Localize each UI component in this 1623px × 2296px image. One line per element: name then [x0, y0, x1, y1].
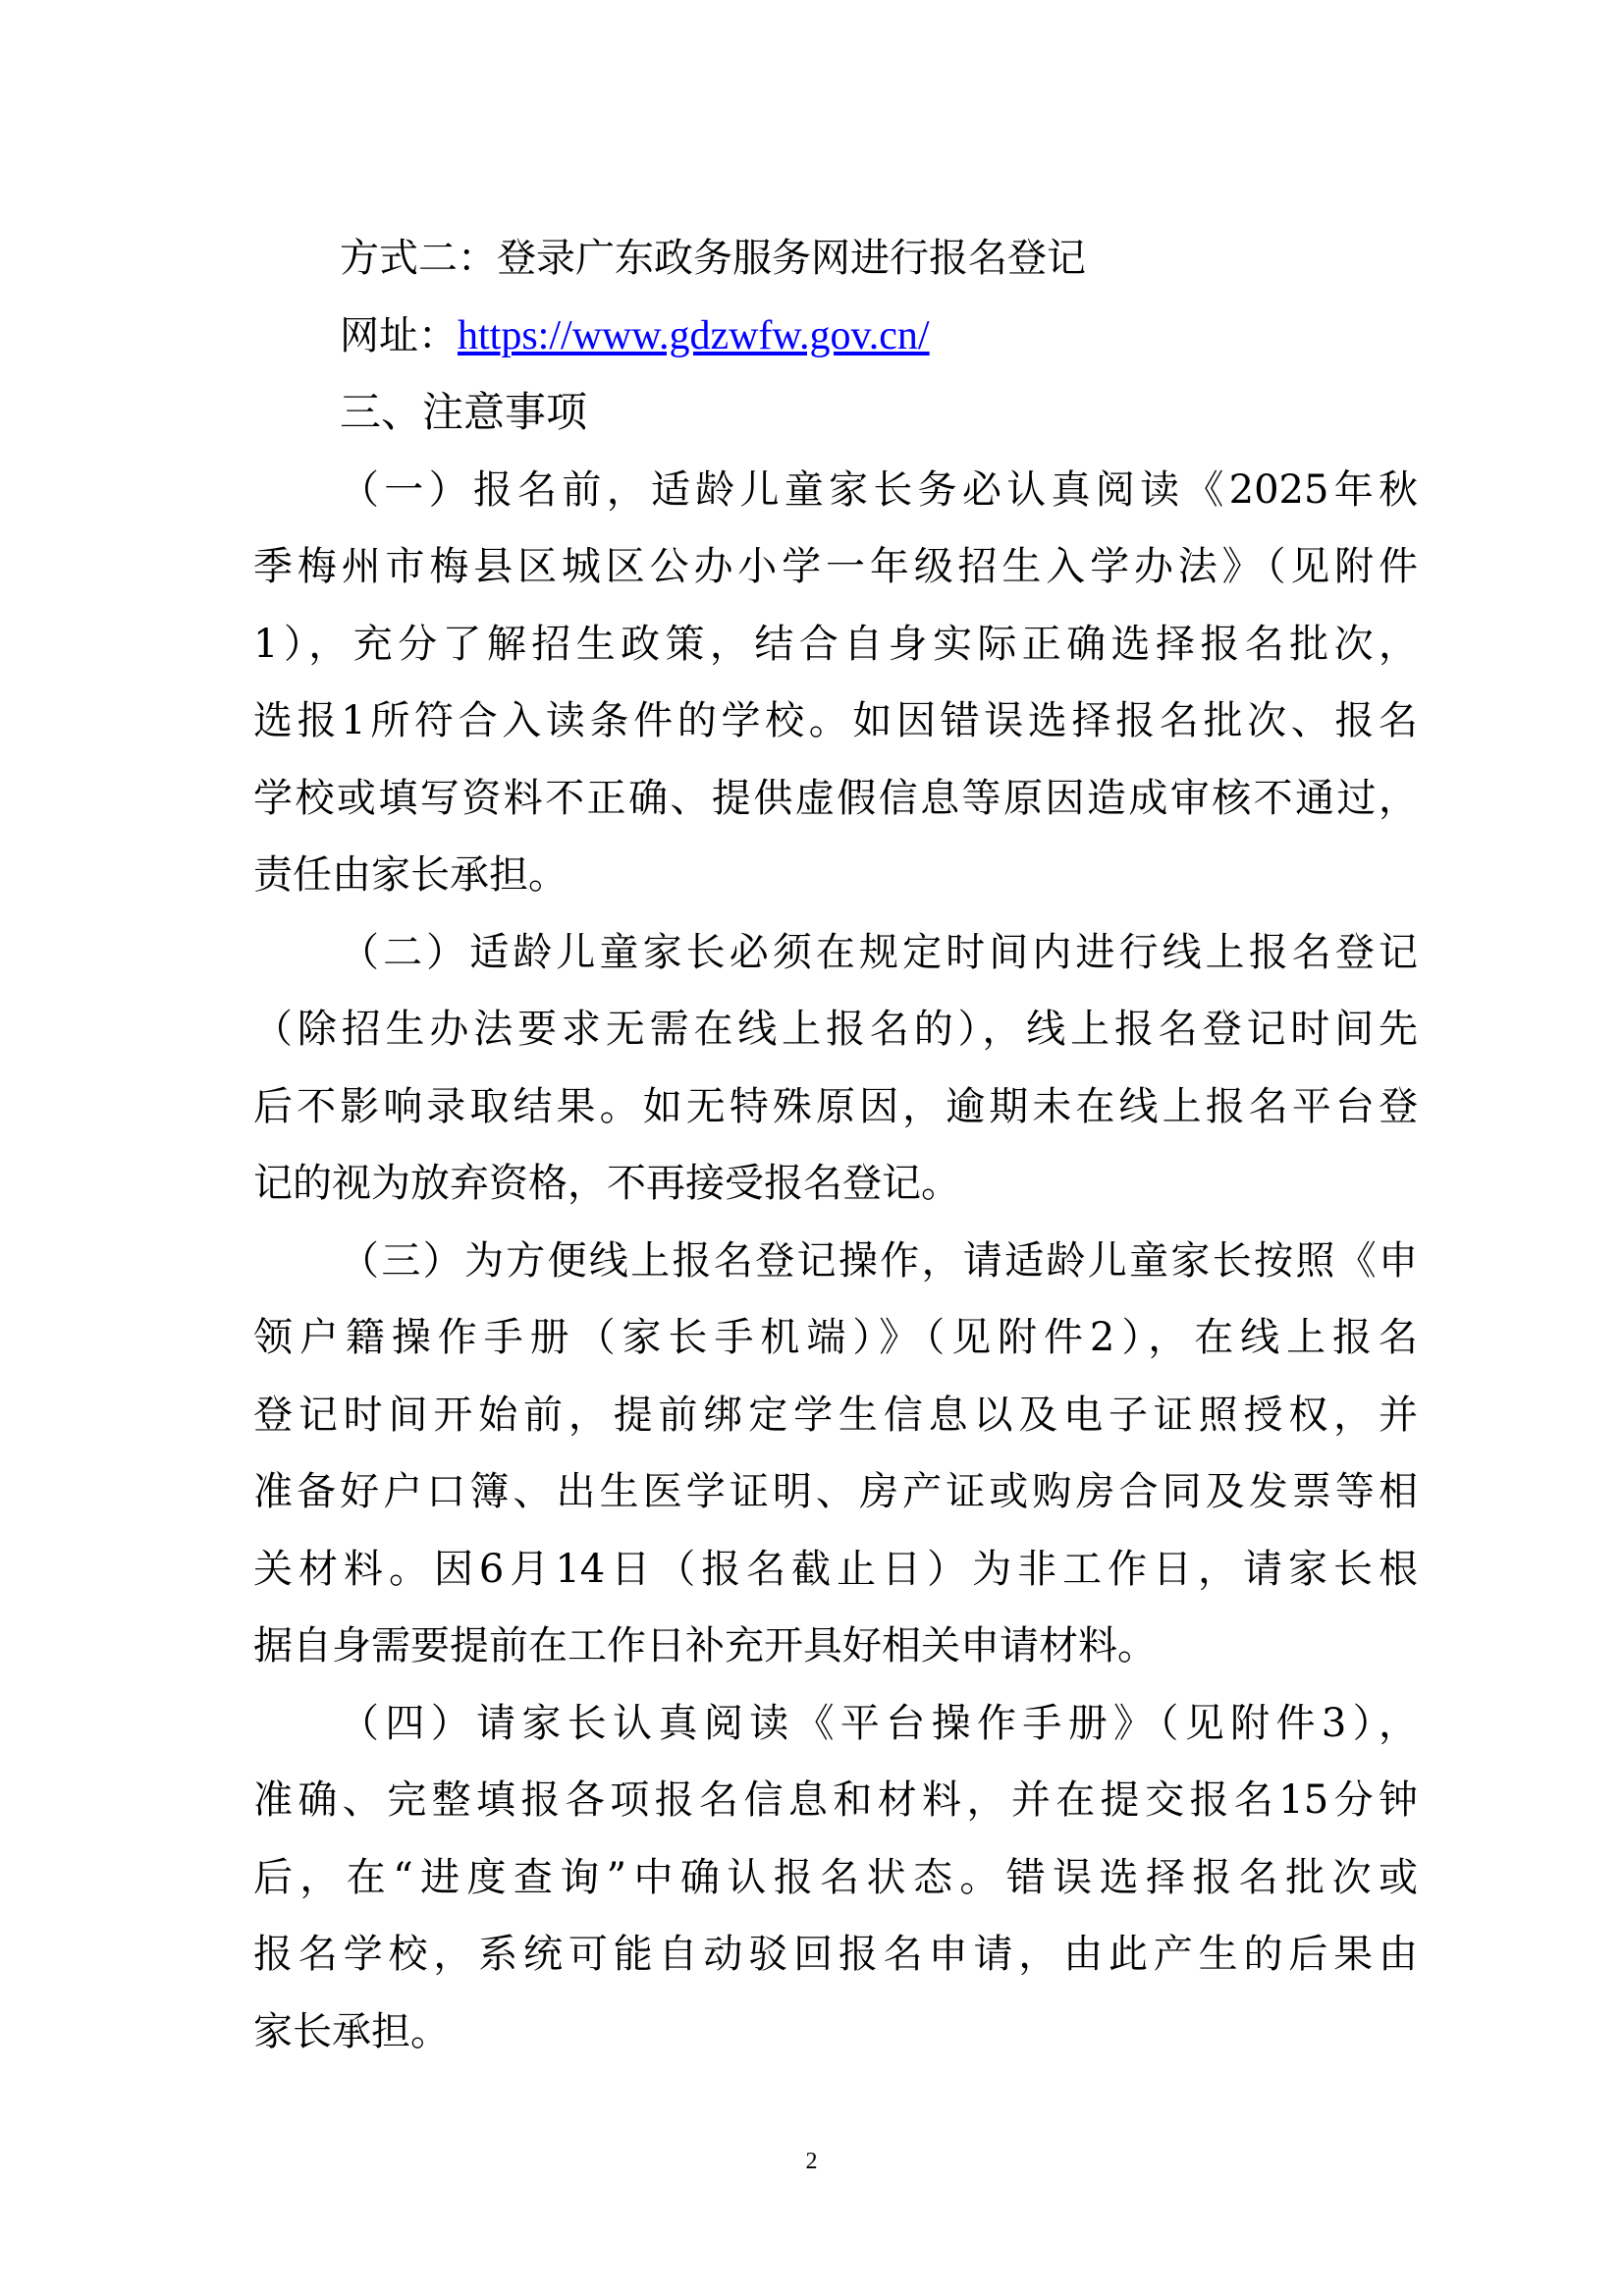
section-heading: 三、注意事项 [340, 388, 588, 436]
text-line: 选报1所符合入读条件的学校。如因错误选择报名批次、报名 [253, 698, 1418, 743]
text-line: 责任由家长承担。 [253, 852, 568, 898]
text-line: 季梅州市梅县区城区公办小学一年级招生入学办法》（见附件 [253, 544, 1418, 589]
text-line: 方式二：登录广东政务服务网进行报名登记 [340, 236, 1086, 281]
text-line: 后不影响录取结果。如无特殊原因，逾期未在线上报名平台登 [253, 1083, 1418, 1129]
text-line: 关材料。因6月14日（报名截止日）为非工作日，请家长根 [253, 1546, 1418, 1592]
text-line: 准确、完整填报各项报名信息和材料，并在提交报名15分钟 [253, 1777, 1418, 1823]
text-line: （四）请家长认真阅读《平台操作手册》（见附件3）， [340, 1700, 1418, 1746]
text-line: （三）为方便线上报名登记操作，请适龄儿童家长按照《申 [340, 1237, 1418, 1284]
text-line: 家长承担。 [253, 2008, 450, 2054]
text-line: 登记时间开始前，提前绑定学生信息以及电子证照授权，并 [253, 1392, 1418, 1438]
text-line: （一）报名前，适龄儿童家长务必认真阅读《2025年秋 [340, 466, 1418, 513]
text-line: 学校或填写资料不正确、提供虚假信息等原因造成审核不通过， [253, 775, 1418, 821]
text-line: 据自身需要提前在工作日补充开具好相关申请材料。 [253, 1623, 1157, 1668]
url-label: 网址： [340, 312, 458, 358]
text-line: （除招生办法要求无需在线上报名的），线上报名登记时间先 [253, 1007, 1418, 1052]
page-number: 2 [805, 2149, 818, 2174]
text-line: 后，在“进度查询”中确认报名状态。错误选择报名批次或 [253, 1854, 1418, 1900]
text-line: （二）适龄儿童家长必须在规定时间内进行线上报名登记 [340, 929, 1418, 975]
document-body [253, 220, 1418, 2070]
text-line: 记的视为放弃资格，不再接受报名登记。 [253, 1161, 960, 1206]
website-link[interactable]: https://www.gdzwfw.gov.cn/ [458, 312, 930, 358]
text-line: 报名学校，系统可能自动驳回报名申请，由此产生的后果由 [253, 1932, 1418, 1977]
text-line: 领户籍操作手册（家长手机端）》（见附件2），在线上报名 [253, 1315, 1418, 1360]
text-line: 1），充分了解招生政策，结合自身实际正确选择报名批次， [253, 621, 1418, 667]
text-line: 准备好户口簿、出生医学证明、房产证或购房合同及发票等相 [253, 1469, 1418, 1514]
text-line [253, 298, 1418, 375]
